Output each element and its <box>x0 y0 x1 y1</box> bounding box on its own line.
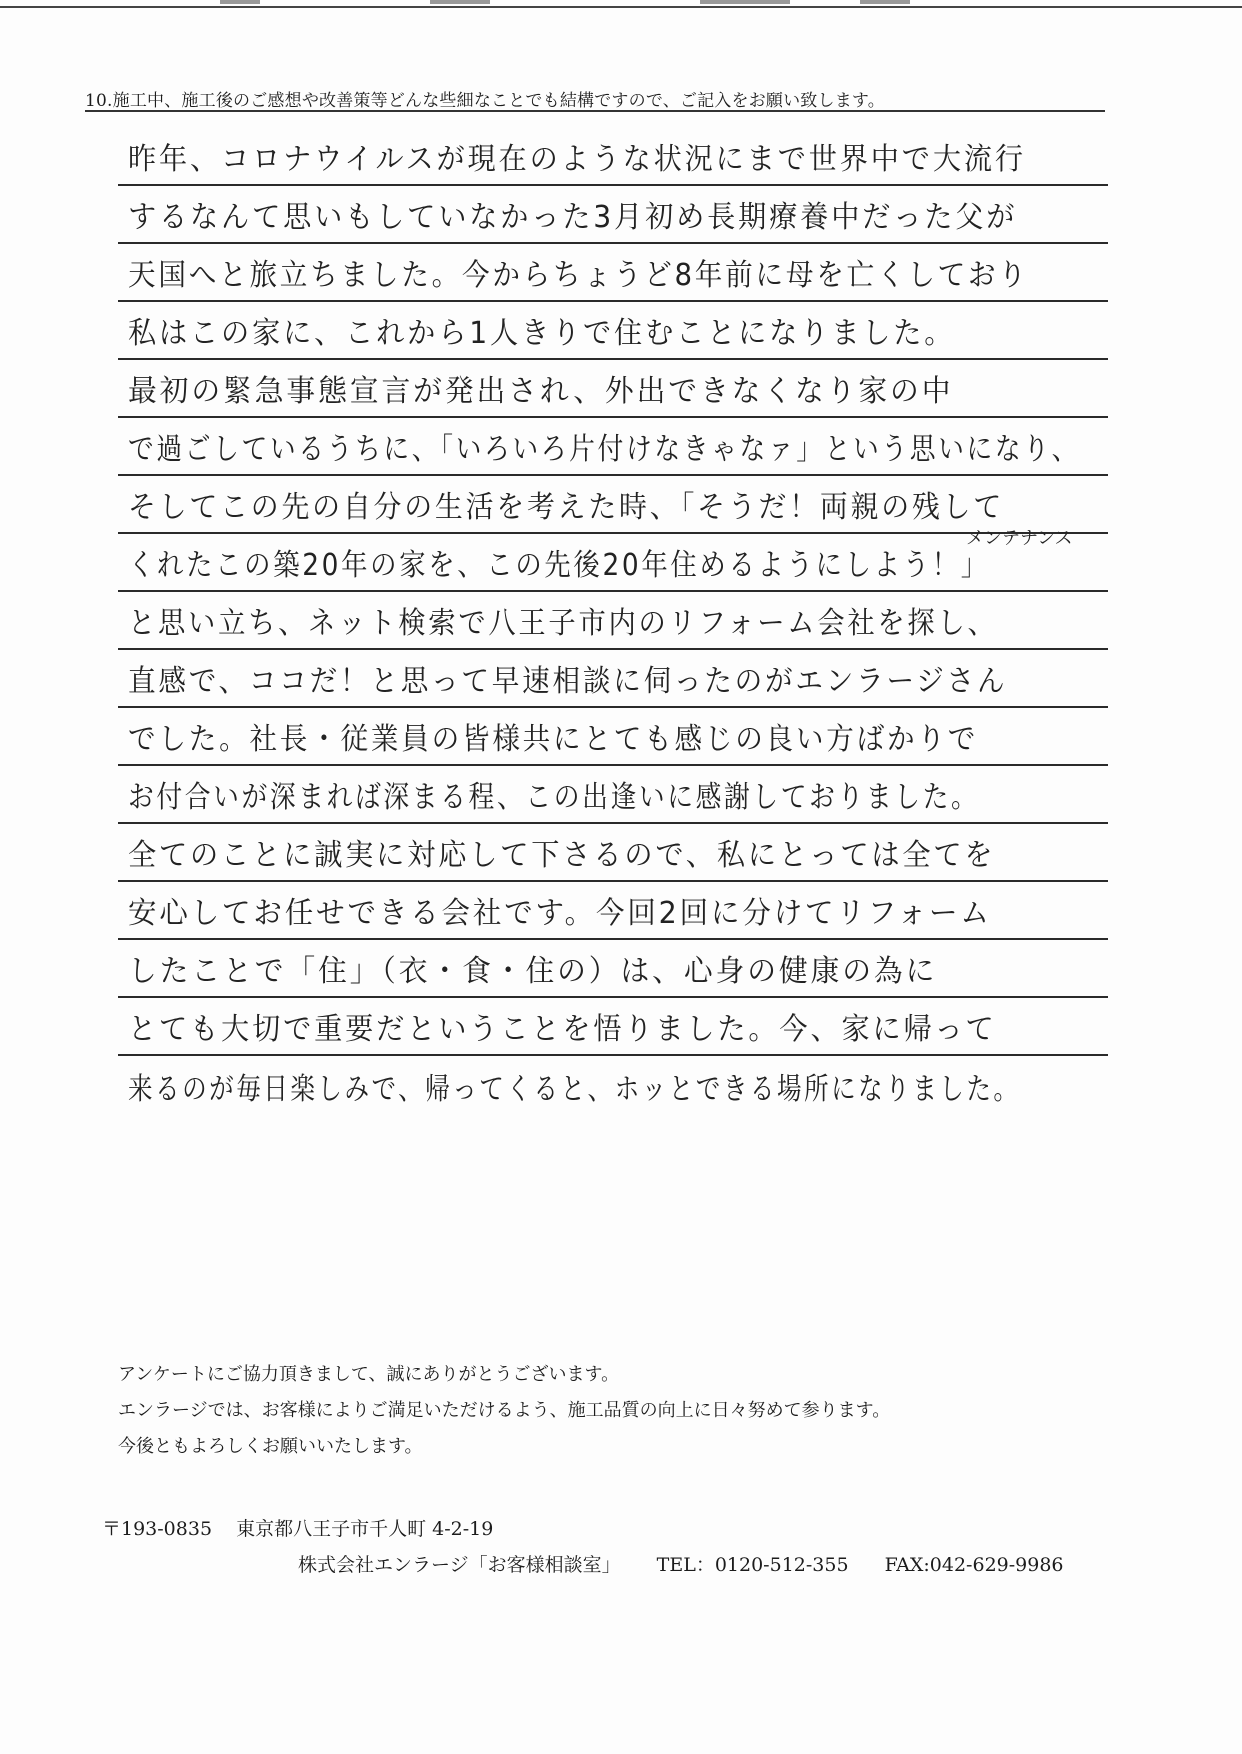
answer-line-text: で過ごしているうちに、「いろいろ片付けなきゃなァ」という思いになり、 <box>128 432 1081 467</box>
closing-regards: 今後ともよろしくお願いいたします。 <box>118 1436 423 1457</box>
company-contact <box>298 1550 1064 1577</box>
top-border-mark <box>430 0 490 4</box>
answer-line-text: 昨年、コロナウイルスが現在のような状況にまで世界中で大流行 <box>128 142 1026 177</box>
phone-number: TEL：0120-512-355 <box>656 1554 849 1576</box>
closing-thanks: アンケートにご協力頂きまして、誠にありがとうございます。 <box>118 1364 620 1385</box>
answer-line <box>118 302 1108 360</box>
fax-number: FAX:042-629-9986 <box>884 1554 1064 1576</box>
answer-line <box>118 360 1108 418</box>
answer-line-text: 最初の緊急事態宣言が発出され、外出できなくなり家の中 <box>128 374 954 409</box>
answer-line <box>118 592 1108 650</box>
answer-line <box>118 650 1108 708</box>
handwritten-answer <box>118 128 1108 1114</box>
answer-line <box>118 766 1108 824</box>
handwritten-annotation: メンテナンス <box>966 528 1073 549</box>
answer-line <box>118 882 1108 940</box>
answer-line-text: そしてこの先の自分の生活を考えた時、「そうだ！両親の残して <box>128 490 1005 525</box>
answer-line <box>118 244 1108 302</box>
answer-line <box>118 824 1108 882</box>
answer-line <box>118 186 1108 244</box>
answer-line <box>118 708 1108 766</box>
answer-line <box>118 528 1108 592</box>
answer-line-text: 安心してお任せできる会社です。今回2回に分けてリフォーム <box>128 896 992 931</box>
answer-line-text: 私はこの家に、これから1人きりで住むことになりました。 <box>128 316 956 351</box>
top-border-mark <box>700 0 790 4</box>
answer-line-text: 天国へと旅立ちました。今からちょうど8年前に母を亡くしており <box>128 258 1029 293</box>
answer-line-text: と思い立ち、ネット検索で八王子市内のリフォーム会社を探し、 <box>128 606 998 641</box>
question-underline <box>85 110 1105 112</box>
answer-line-text: でした。社長・従業員の皆様共にとても感じの良い方ばかりで <box>128 722 979 757</box>
answer-line-text: 来るのが毎日楽しみで、帰ってくると、ホッとできる場所になりました。 <box>128 1072 1021 1107</box>
answer-line-text: くれたこの築20年の家を、この先後20年住めるようにしよう！」 <box>128 548 990 583</box>
question-label: 10.施工中、施工後のご感想や改善策等どんな些細なことでも結構ですので、ご記入をお願い致します。 <box>85 91 885 111</box>
company-name: 株式会社エンラージ「お客様相談室」 <box>298 1554 621 1576</box>
postal-code: 〒193-0835 <box>102 1518 213 1540</box>
street-address: 東京都八王子市千人町 4-2-19 <box>236 1518 494 1540</box>
answer-line-text: するなんて思いもしていなかった3月初め長期療養中だった父が <box>128 200 1018 235</box>
answer-line <box>118 998 1108 1056</box>
answer-line <box>118 476 1108 534</box>
answer-line <box>118 418 1108 476</box>
closing-commitment: エンラージでは、お客様によりご満足いただけるよう、施工品質の向上に日々努めて参ります。 <box>118 1400 891 1421</box>
answer-line-text: とても大切で重要だということを悟りました。今、家に帰って <box>128 1012 997 1047</box>
top-border-mark <box>860 0 910 4</box>
top-border-mark <box>220 0 260 4</box>
answer-line-text: お付合いが深まれば深まる程、この出逢いに感謝しておりました。 <box>128 780 980 815</box>
answer-line-text: 全てのことに誠実に対応して下さるので、私にとっては全てを <box>128 838 996 873</box>
answer-line <box>118 1056 1108 1114</box>
answer-line-text: したことで「住」（衣・食・住の）は、心身の健康の為に <box>128 954 938 989</box>
answer-line <box>118 128 1108 186</box>
answer-line <box>118 940 1108 998</box>
top-border <box>0 0 1242 8</box>
answer-line-text: 直感で、ココだ！と思って早速相談に伺ったのがエンラージさん <box>128 664 1008 699</box>
company-address <box>102 1514 493 1541</box>
